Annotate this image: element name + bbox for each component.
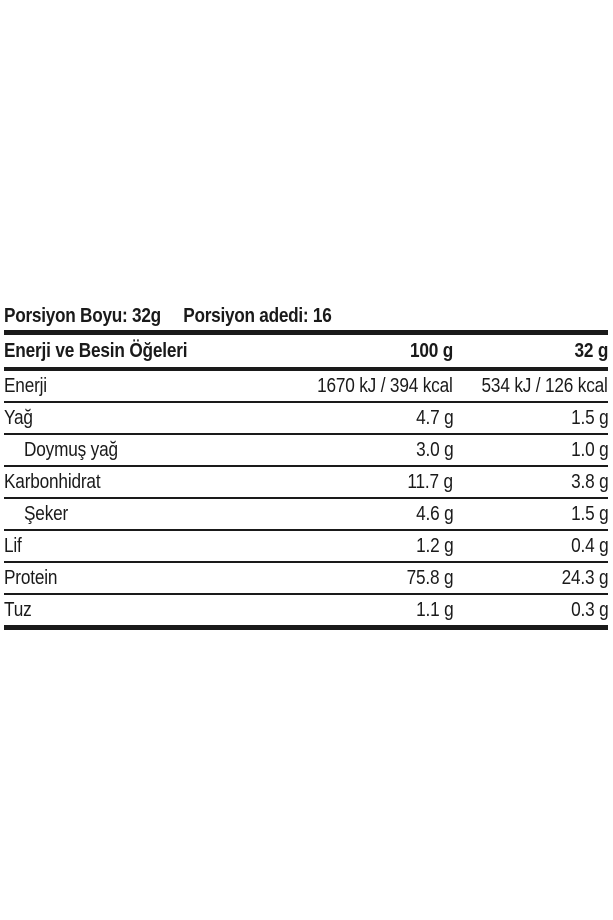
value-per-100g: 1.2 g xyxy=(281,530,453,562)
value-per-serving: 0.3 g xyxy=(570,598,608,621)
nutrient-name: Yağ xyxy=(4,402,281,434)
value-per-serving: 1.5 g xyxy=(453,402,608,434)
value-per-100g: 1670 kJ / 394 kcal xyxy=(281,369,453,402)
value-per-serving: 0.4 g xyxy=(453,530,608,562)
table-row xyxy=(4,466,608,498)
nutrient-name: Protein xyxy=(4,562,281,594)
table-row xyxy=(4,498,608,530)
nutrient-name: Karbonhidrat xyxy=(4,466,281,498)
table-row xyxy=(4,594,608,625)
value-per-100g: 4.6 g xyxy=(281,498,453,530)
table-row xyxy=(4,434,608,466)
table-row xyxy=(4,369,608,402)
nutrient-name: Tuz xyxy=(4,598,32,621)
serving-size: Porsiyon Boyu: 32g xyxy=(4,305,161,327)
serving-info xyxy=(4,298,523,330)
nutrition-label xyxy=(4,298,608,630)
header-per-100g: 100 g xyxy=(281,335,453,369)
nutrition-table xyxy=(4,335,608,625)
value-per-serving: 24.3 g xyxy=(453,562,608,594)
nutrient-name: Doymuş yağ xyxy=(4,434,281,466)
serving-count: Porsiyon adedi: 16 xyxy=(183,305,332,327)
value-per-serving: 1.5 g xyxy=(453,498,608,530)
bottom-rule xyxy=(4,625,608,630)
table-row xyxy=(4,562,608,594)
value-per-100g: 75.8 g xyxy=(281,562,453,594)
table-row xyxy=(4,402,608,434)
value-per-100g: 3.0 g xyxy=(281,434,453,466)
header-per-serving: 32 g xyxy=(453,335,608,369)
nutrient-name: Enerji xyxy=(4,369,281,402)
value-per-100g: 11.7 g xyxy=(281,466,453,498)
table-header-row xyxy=(4,335,608,369)
header-nutrients: Enerji ve Besin Öğeleri xyxy=(4,335,281,369)
value-per-100g: 4.7 g xyxy=(281,402,453,434)
nutrient-name: Lif xyxy=(4,530,281,562)
value-per-serving: 534 kJ / 126 kcal xyxy=(453,369,608,402)
nutrient-name: Şeker xyxy=(4,498,281,530)
table-row xyxy=(4,530,608,562)
value-per-serving: 1.0 g xyxy=(453,434,608,466)
value-per-serving: 3.8 g xyxy=(453,466,608,498)
value-per-100g: 1.1 g xyxy=(415,598,453,621)
